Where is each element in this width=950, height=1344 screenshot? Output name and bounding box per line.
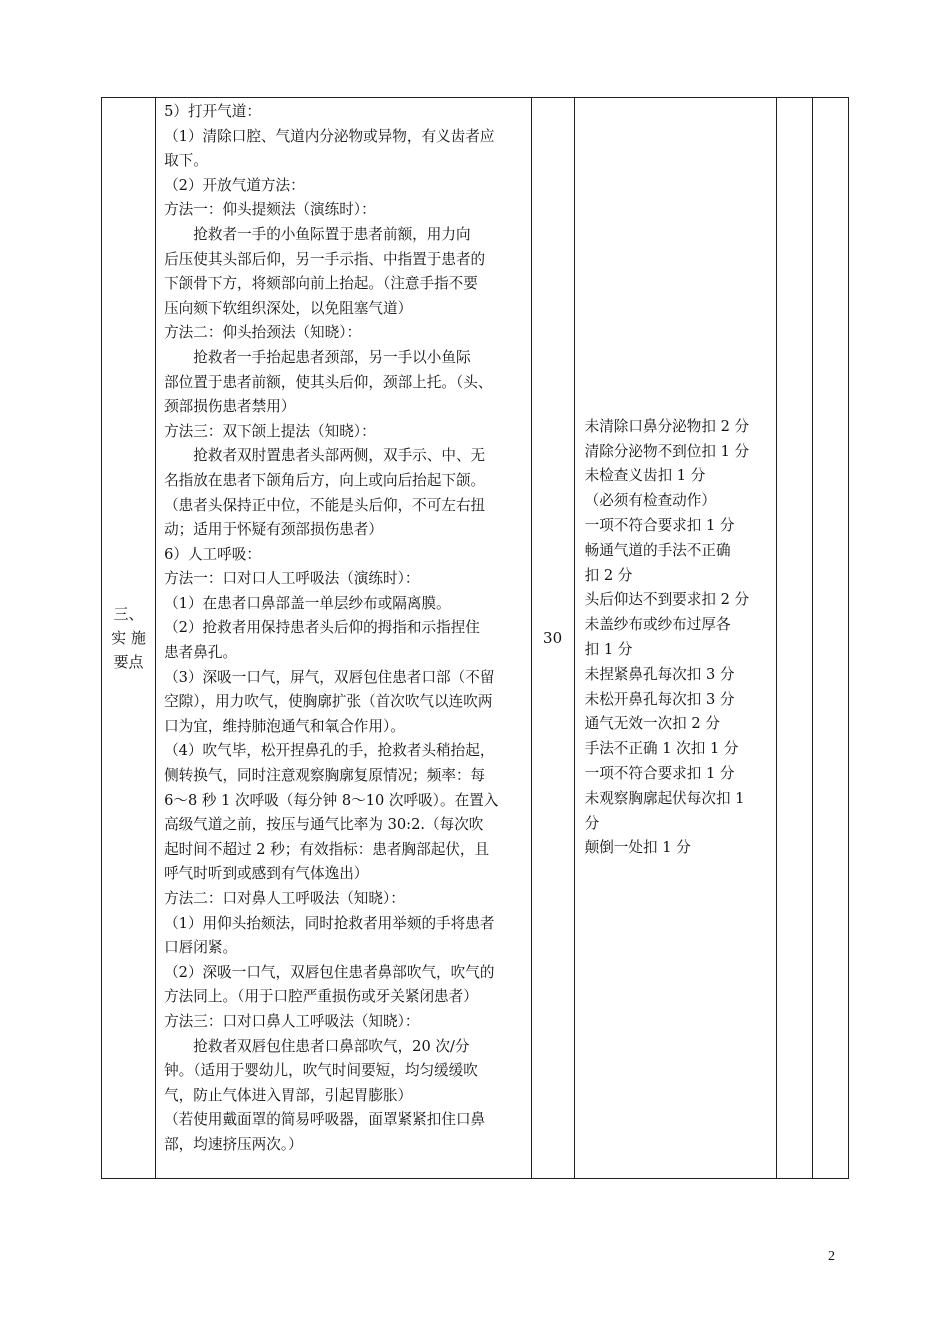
content-line: 侧转换气，同时注意观察胸廓复原情况；频率：每	[164, 767, 486, 785]
procedure-content-cell	[156, 98, 532, 1179]
content-line: 抢救者一手抬起患者颈部，另一手以小鱼际	[164, 348, 471, 366]
content-line: 方法三：口对口鼻人工呼吸法（知晓）：	[164, 1012, 420, 1030]
content-line: 呼气时听到或感到有气体逸出）	[164, 865, 369, 883]
content-line: 抢救者双唇包住患者口鼻部吹气，20 次/分	[164, 1037, 470, 1055]
section-label-line: 实 施	[111, 629, 146, 647]
content-line: 抢救者双肘置患者头部两侧，双手示、中、无	[164, 447, 486, 465]
section-label-cell	[102, 98, 156, 1179]
extra-column-2-cell	[812, 98, 848, 1179]
content-line: （2）深吸一口气，双唇包住患者鼻部吹气，吹气的	[164, 963, 495, 981]
page-number: 2	[828, 1249, 835, 1264]
content-line: 方法二：仰头抬颈法（知晓）：	[164, 324, 362, 342]
content-line: 压向颏下软组织深处，以免阻塞气道）	[164, 299, 413, 317]
deduction-line: 手法不正确 1 次扣 1 分	[584, 740, 739, 758]
content-line: （2）开放气道方法：	[164, 176, 305, 194]
score-cell	[531, 98, 574, 1179]
score-value: 30	[543, 629, 563, 647]
content-line: 6）人工呼吸：	[164, 545, 261, 563]
section-label-line: 要点	[113, 653, 144, 671]
deduction-line: 一项不符合要求扣 1 分	[584, 764, 735, 782]
content-line: 方法同上。（用于口腔严重损伤或牙关紧闭患者）	[164, 988, 478, 1006]
content-line: 抢救者一手的小鱼际置于患者前额，用力向	[164, 225, 471, 243]
content-line: 下颌骨下方，将颏部向前上抬起。（注意手指不要	[164, 275, 478, 293]
content-line: 方法一：仰头提颏法（演练时）：	[164, 201, 376, 219]
content-line: 方法三：双下颌上提法（知晓）：	[164, 422, 376, 440]
procedure-content	[156, 98, 531, 1158]
content-line: 钟。（适用于婴幼儿，吹气时间要短，均匀缓缓吹	[164, 1062, 478, 1080]
deduction-line: 扣 2 分	[584, 566, 633, 584]
content-line: 部位置于患者前额，使其头后仰，颈部上托。（头、	[164, 373, 493, 391]
deduction-line: 颠倒一处扣 1 分	[584, 839, 691, 857]
content-line: （若使用戴面罩的简易呼吸器，面罩紧紧扣住口鼻	[164, 1111, 486, 1129]
deduction-line: 清除分泌物不到位扣 1 分	[584, 442, 750, 460]
section-label	[102, 602, 155, 674]
content-line: 方法一：口对口人工呼吸法（演练时）：	[164, 570, 420, 588]
section-label-line: 三、	[113, 605, 144, 623]
deduction-line: 通气无效一次扣 2 分	[584, 715, 720, 733]
deduction-line: 未清除口鼻分泌物扣 2 分	[584, 417, 750, 435]
content-line: 6～8 秒 1 次呼吸（每分钟 8～10 次呼吸）。在置入	[164, 791, 499, 809]
content-line: 5）打开气道：	[164, 103, 261, 120]
content-line: 后压使其头部后仰，另一手示指、中指置于患者的	[164, 250, 486, 268]
content-line: 名指放在患者下颌角后方，向上或向后抬起下颌。	[164, 471, 486, 489]
deduction-criteria	[575, 415, 776, 861]
deduction-line: 扣 1 分	[584, 641, 633, 658]
content-line: 空隙），用力吹气，使胸廓扩张（首次吹气以连吹两	[164, 693, 493, 711]
content-line: 取下。	[164, 152, 208, 170]
extra-column-1-cell	[776, 98, 812, 1179]
deduction-line: 未捏紧鼻孔每次扣 3 分	[584, 665, 735, 683]
content-line: 口唇闭紧。	[164, 939, 238, 957]
content-line: （1）清除口腔、气道内分泌物或异物，有义齿者应	[164, 127, 495, 145]
content-line: 口为宜，维持肺泡通气和氧合作用）。	[164, 717, 405, 735]
content-line: 患者鼻孔。	[164, 644, 238, 662]
deduction-line: 头后仰达不到要求扣 2 分	[584, 591, 750, 609]
content-line: （2）抢救者用保持患者头后仰的拇指和示指捏住	[164, 619, 480, 637]
content-line: （患者头保持正中位，不能是头后仰，不可左右扭	[164, 496, 486, 514]
content-line: 高级气道之前，按压与通气比率为 30:2.（每次吹	[164, 816, 484, 834]
table-row	[102, 98, 849, 1179]
content-line: 气，防止气体进入胃部，引起胃膨胀）	[164, 1086, 413, 1104]
deduction-cell	[574, 98, 776, 1179]
content-line: 颈部损伤患者禁用）	[164, 398, 296, 416]
content-line: 部，均速挤压两次。）	[164, 1135, 303, 1153]
deduction-line: 畅通气道的手法不正确	[584, 541, 731, 559]
content-line: 方法二：口对鼻人工呼吸法（知晓）：	[164, 890, 405, 907]
deduction-line: 分	[584, 814, 600, 832]
deduction-line: 未盖纱布或纱布过厚各	[584, 616, 731, 634]
content-line: （1）用仰头抬颏法，同时抢救者用举颏的手将患者	[164, 914, 495, 932]
content-line: （1）在患者口鼻部盖一单层纱布或隔离膜。	[164, 594, 451, 612]
deduction-line: 未检查义齿扣 1 分	[584, 467, 706, 485]
deduction-line: 未松开鼻孔每次扣 3 分	[584, 690, 735, 708]
deduction-line: （必须有检查动作）	[584, 492, 716, 510]
content-line: 起时间不超过 2 秒；有效指标：患者胸部起伏，且	[164, 840, 490, 858]
content-line: （4）吹气毕，松开捏鼻孔的手，抢救者头稍抬起，	[164, 742, 495, 760]
deduction-line: 一项不符合要求扣 1 分	[584, 517, 735, 535]
scoring-table	[101, 97, 849, 1179]
deduction-line: 未观察胸廓起伏每次扣 1	[584, 789, 745, 807]
content-line: 动；适用于怀疑有颈部损伤患者）	[164, 521, 383, 539]
content-line: （3）深吸一口气，屏气，双唇包住患者口部（不留	[164, 668, 495, 686]
